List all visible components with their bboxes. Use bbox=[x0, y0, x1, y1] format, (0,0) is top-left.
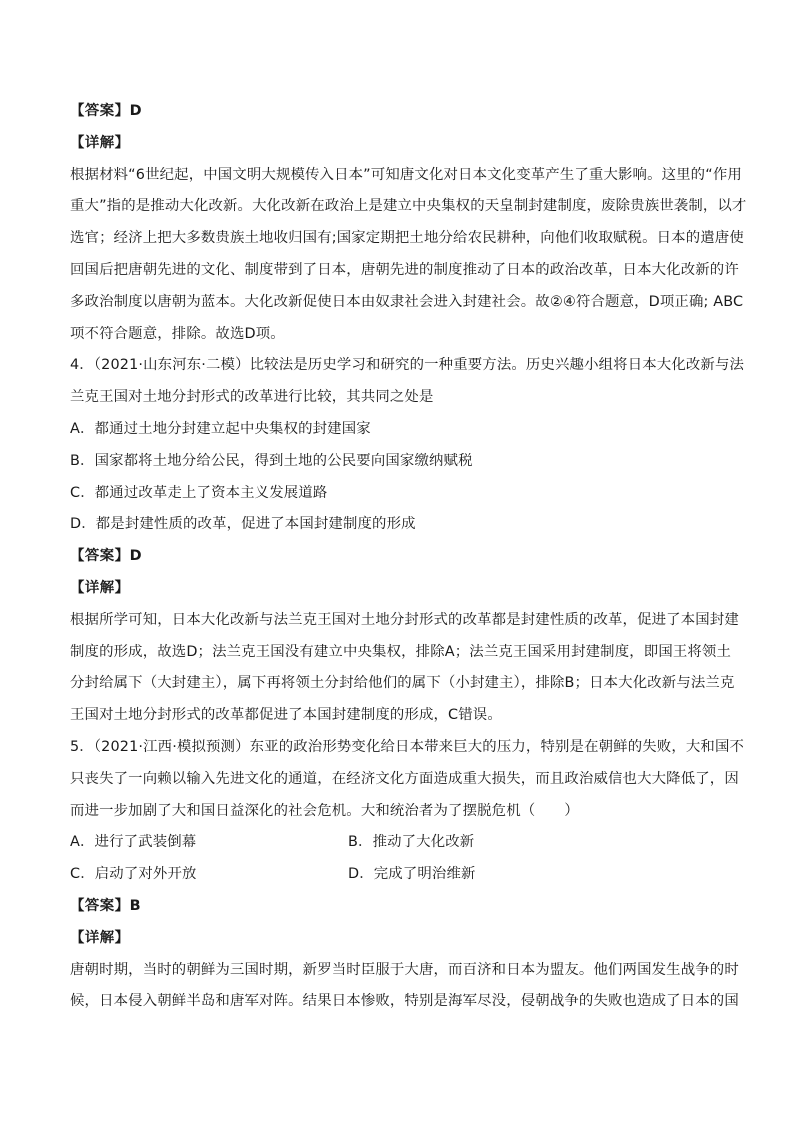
q4-option-d: D．都是封建性质的改革，促进了本国封建制度的形成 bbox=[70, 516, 416, 533]
q4-option-b: B．国家都将土地分给公民，得到土地的公民要向国家缴纳赋税 bbox=[70, 452, 473, 469]
q4-stem-line: 兰克王国对土地分封形式的改革进行比较，其共同之处是 bbox=[70, 389, 434, 406]
q5-stem-line: 而进一步加剧了大和国日益深化的社会危机。大和统治者为了摆脱危机（ ） bbox=[70, 802, 579, 819]
q4-option-c: C．都通过改革走上了资本主义发展道路 bbox=[70, 484, 328, 501]
q4-detail-label: 【详解】 bbox=[70, 579, 130, 596]
q5-answer: 【答案】B bbox=[70, 897, 142, 914]
q5-detail-label: 【详解】 bbox=[70, 929, 130, 946]
q4-stem-line: 4．（2021·山东河东·二模）比较法是历史学习和研究的一种重要方法。历史兴趣小组将日本大化改新与法 bbox=[70, 357, 745, 374]
q3-detail-line: 根据材料“6世纪起，中国文明大规模传入日本”可知唐文化对日本文化变革产生了重大影响。这里的“作用 bbox=[70, 166, 742, 183]
q4-answer: 【答案】D bbox=[70, 548, 143, 565]
q5-stem-line: 5．（2021·江西·模拟预测）东亚的政治形势变化给日本带来巨大的压力，特别是在朝鲜的失败，大和国不 bbox=[70, 738, 745, 755]
q5-detail-line: 唐朝时期，当时的朝鲜为三国时期，新罗当时臣服于大唐，而百济和日本为盟友。他们两国发生战争的时 bbox=[70, 961, 739, 978]
q3-detail-line: 多政治制度以唐朝为蓝本。大化改新促使日本由奴隶社会进入封建社会。故②④符合题意，D项正确; ABC bbox=[70, 293, 744, 310]
q4-detail-line: 分封给属下（大封建主），属下再将领土分封给他们的属下（小封建主），排除B；日本大化改新与法兰克 bbox=[70, 675, 735, 692]
q3-detail-line: 回国后把唐朝先进的文化、制度带到了日本，唐朝先进的制度推动了日本的政治改革，日本大化改新的许 bbox=[70, 261, 739, 278]
q5-option-c: C．启动了对外开放 bbox=[70, 866, 197, 883]
q5-option-a: A．进行了武装倒幕 bbox=[70, 834, 197, 851]
q5-stem-line: 只丧失了一向赖以输入先进文化的通道，在经济文化方面造成重大损失，而且政治威信也大大降低了，因 bbox=[70, 770, 739, 787]
q5-option-b: B．推动了大化改新 bbox=[348, 834, 475, 851]
q4-detail-line: 制度的形成，故选D；法兰克王国没有建立中央集权，排除A；法兰克王国采用封建制度，即国王将领土 bbox=[70, 643, 732, 660]
q3-detail-line: 重大”指的是推动大化改新。大化改新在政治上是建立中央集权的天皇制封建制度，废除贵族世袭制，以才 bbox=[70, 198, 747, 215]
q4-detail-line: 根据所学可知，日本大化改新与法兰克王国对土地分封形式的改革都是封建性质的改革，促进了本国封建 bbox=[70, 611, 739, 628]
q3-detail-line: 项不符合题意，排除。故选D项。 bbox=[70, 325, 285, 342]
q5-options-row bbox=[70, 859, 730, 891]
q4-option-a: A．都通过土地分封建立起中央集权的封建国家 bbox=[70, 420, 371, 437]
q3-answer: 【答案】D bbox=[70, 103, 143, 119]
q4-detail-line: 王国对土地分封形式的改革都促进了本国封建制度的形成，C错误。 bbox=[70, 707, 502, 724]
q3-detail-label: 【详解】 bbox=[70, 134, 130, 151]
q5-options-row bbox=[70, 827, 730, 859]
q5-option-d: D．完成了明治维新 bbox=[348, 866, 476, 883]
document-page bbox=[70, 96, 747, 1018]
q5-detail-line: 候，日本侵入朝鲜半岛和唐军对阵。结果日本惨败，特别是海军尽没，侵朝战争的失败也造成了日本的国 bbox=[70, 993, 739, 1010]
q3-detail-line: 选官；经济上把大多数贵族土地收归国有;国家定期把土地分给农民耕种，向他们收取赋税。日本的遣唐使 bbox=[70, 230, 744, 247]
